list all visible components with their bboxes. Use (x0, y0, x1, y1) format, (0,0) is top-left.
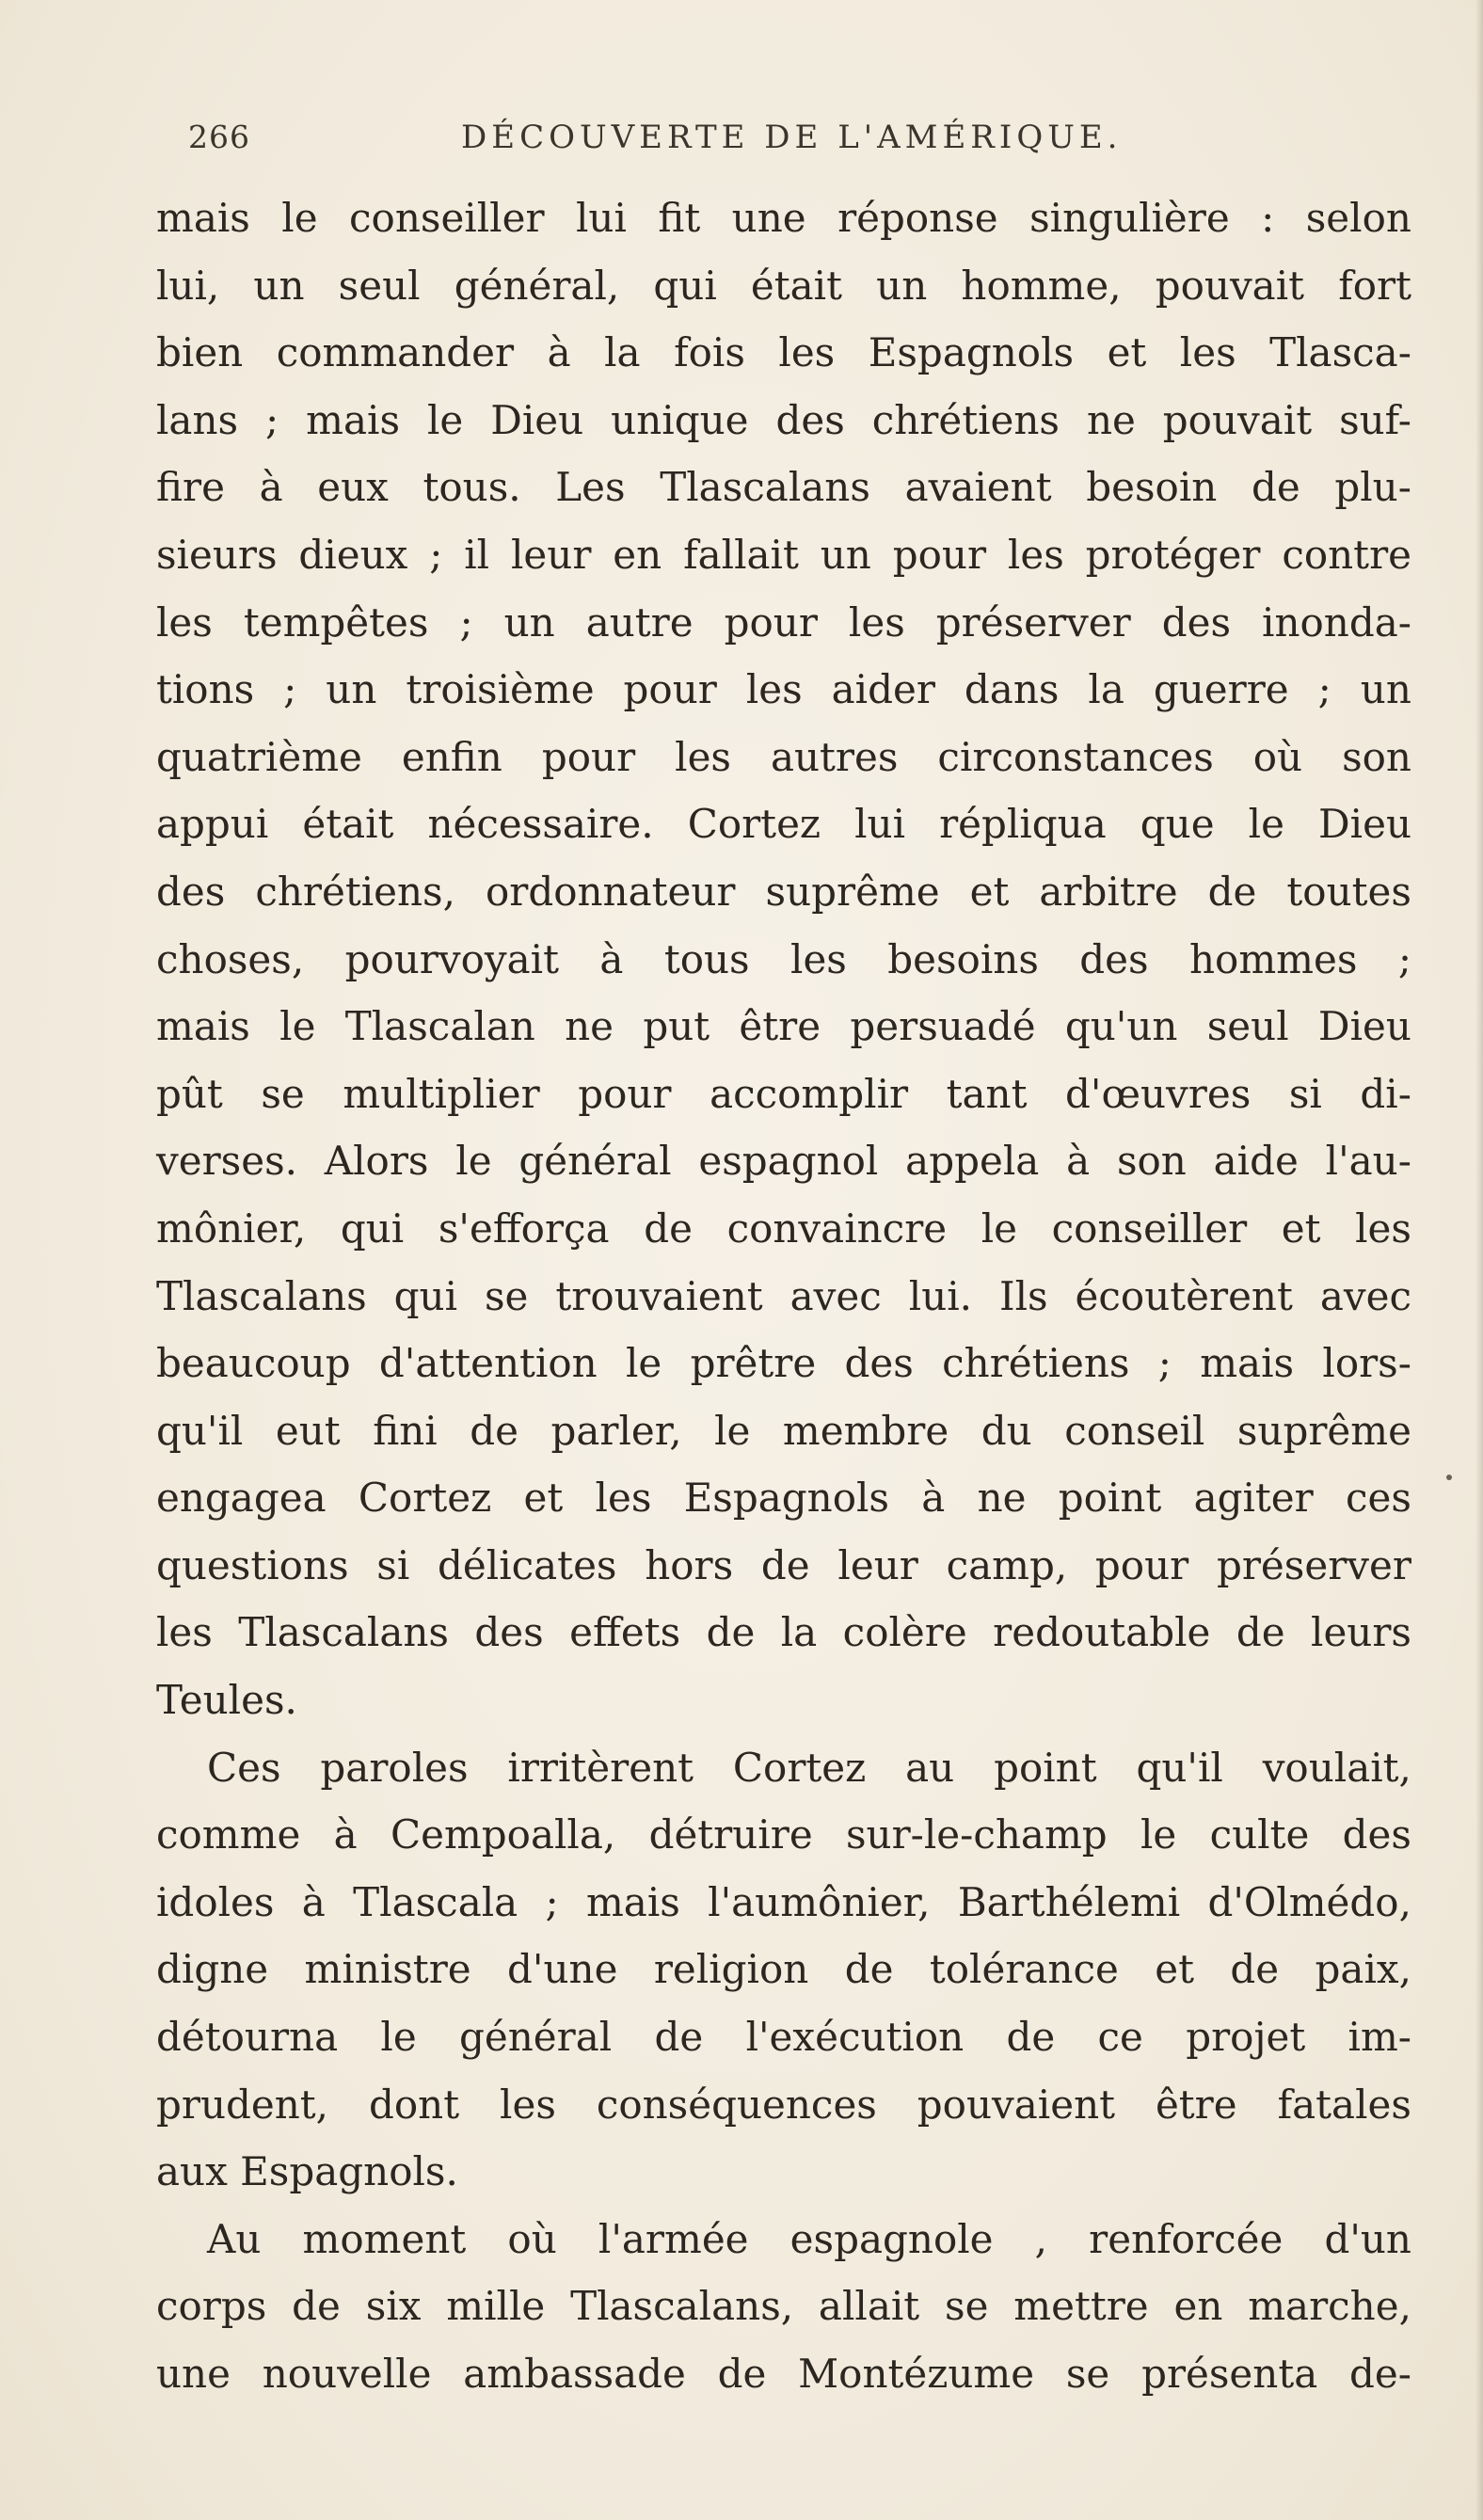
text-line: sieurs dieux ; il leur en fallait un pour les protéger contre (156, 531, 1411, 578)
text-line: engagea Cortez et les Espagnols à ne point agiter ces (156, 1475, 1411, 1522)
running-head: DÉCOUVERTE DE L'AMÉRIQUE. (461, 119, 1123, 156)
text-line: les tempêtes ; un autre pour les préserver des inonda- (156, 598, 1411, 646)
text-line: bien commander à la fois les Espagnols et les Tlasca- (156, 329, 1411, 376)
page-edge-shadow (1475, 0, 1483, 2520)
body-text (156, 184, 1411, 2408)
text-line: lui, un seul général, qui était un homme, pouvait fort (156, 262, 1411, 309)
text-line: mônier, qui s'efforça de convaincre le conseiller et les (156, 1204, 1411, 1252)
text-line: qu'il eut fini de parler, le membre du conseil suprême (156, 1407, 1411, 1454)
page-number: 266 (188, 119, 250, 155)
page-header (151, 113, 1411, 169)
text-line: questions si délicates hors de leur camp, pour préserver (156, 1541, 1411, 1588)
text-line: aux Espagnols. (156, 2148, 458, 2195)
text-line: une nouvelle ambassade de Montézume se présenta de- (156, 2351, 1411, 2397)
text-line: appui était nécessaire. Cortez lui répliqua que le Dieu (156, 801, 1411, 848)
text-line: beaucoup d'attention le prêtre des chrétiens ; mais lors- (156, 1340, 1411, 1387)
text-line: verses. Alors le général espagnol appela à son aide l'au- (156, 1138, 1411, 1185)
margin-speck (1446, 1475, 1452, 1480)
text-line: détourna le général de l'exécution de ce projet im- (156, 2014, 1411, 2061)
text-line: des chrétiens, ordonnateur suprême et arbitre de toutes (156, 868, 1411, 915)
text-line: corps de six mille Tlascalans, allait se mettre en marche, (156, 2283, 1411, 2330)
text-line: Tlascalans qui se trouvaient avec lui. Ils écoutèrent avec (156, 1272, 1411, 1319)
text-line: comme à Cempoalla, détruire sur-le-champ le culte des (156, 1811, 1411, 1858)
text-line: digne ministre d'une religion de tolérance et de paix, (156, 1946, 1411, 1993)
text-line: idoles à Tlascala ; mais l'aumônier, Barthélemi d'Olmédo, (156, 1878, 1411, 1925)
text-line: mais le conseiller lui fit une réponse singulière : selon (156, 195, 1411, 241)
text-line: lans ; mais le Dieu unique des chrétiens ne pouvait suf- (156, 396, 1411, 443)
text-line: mais le Tlascalan ne put être persuadé qu'un seul Dieu (156, 1003, 1411, 1050)
text-line: prudent, dont les conséquences pouvaient être fatales (156, 2081, 1411, 2128)
text-line: tions ; un troisième pour les aider dans la guerre ; un (156, 666, 1411, 713)
text-line: quatrième enfin pour les autres circonstances où son (156, 733, 1411, 780)
text-line: pût se multiplier pour accomplir tant d'œuvres si di- (156, 1070, 1411, 1117)
text-line: les Tlascalans des effets de la colère redoutable de leurs (156, 1609, 1411, 1656)
text-line: choses, pourvoyait à tous les besoins des hommes ; (156, 935, 1411, 982)
text-line: Ces paroles irritèrent Cortez au point qu'il voulait, (207, 1744, 1411, 1791)
text-line: fire à eux tous. Les Tlascalans avaient besoin de plu- (156, 464, 1411, 511)
text-line: Au moment où l'armée espagnole , renforcée d'un (207, 2215, 1411, 2262)
text-line: Teules. (156, 1677, 297, 1724)
